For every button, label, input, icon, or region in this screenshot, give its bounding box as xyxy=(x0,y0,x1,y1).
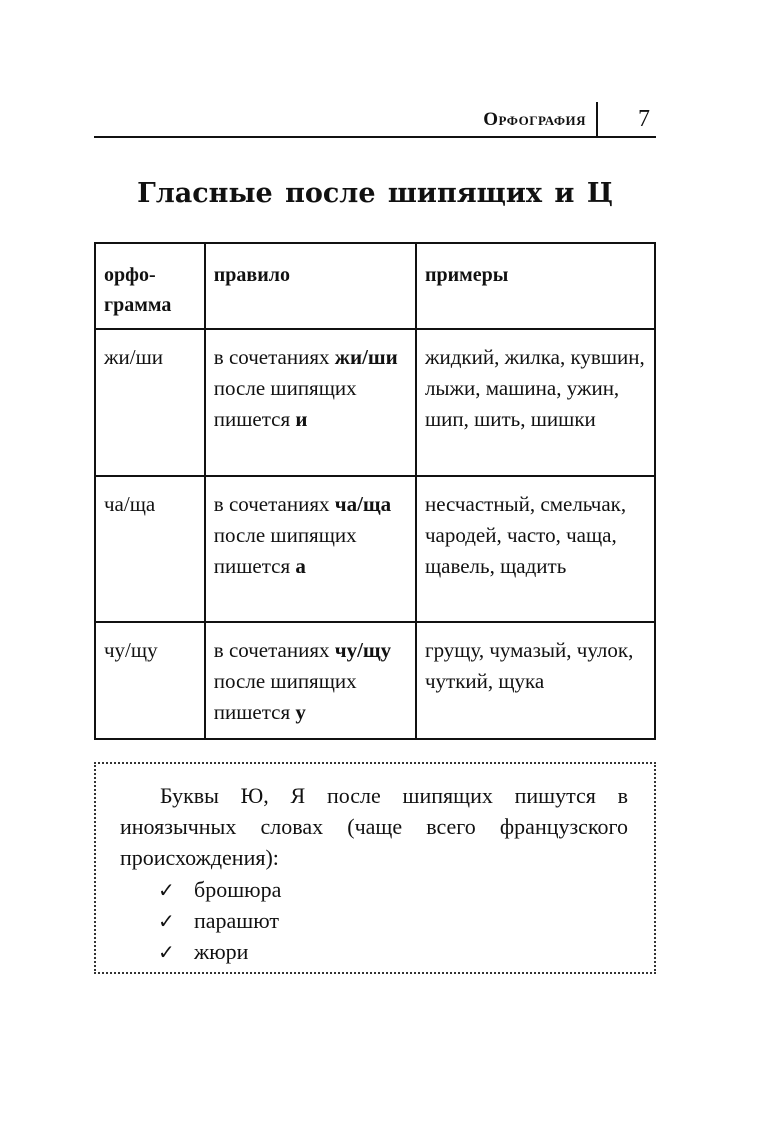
spelling-cell: ча/ща xyxy=(95,476,205,622)
rule-cell xyxy=(205,476,416,622)
rule-combination: ча/ща xyxy=(334,492,392,516)
check-icon: ✓ xyxy=(158,878,175,902)
table-row xyxy=(95,476,655,622)
list-item-text: жюри xyxy=(194,939,249,964)
list-item-text: парашют xyxy=(194,908,280,933)
running-header xyxy=(94,100,656,138)
rule-text: после шипящих пишется xyxy=(213,669,357,724)
examples-cell: грущу, чумазый, чулок, чуткий, щука xyxy=(416,622,655,739)
header-examples: примеры xyxy=(416,243,655,329)
spelling-cell: жи/ши xyxy=(95,329,205,476)
note-list xyxy=(158,874,281,967)
table-header-row xyxy=(95,243,655,329)
check-icon: ✓ xyxy=(158,909,175,933)
header-spelling xyxy=(95,243,205,329)
table-row xyxy=(95,329,655,476)
note-text: Буквы Ю, Я после шипящих пишутся в иноязычных словах (чаще всего французского происхождения): xyxy=(120,783,628,870)
list-item xyxy=(158,936,281,967)
section-title: Орфография xyxy=(483,109,586,130)
rule-letter: у xyxy=(295,700,306,724)
page-number: 7 xyxy=(638,106,650,132)
rule-text: в сочетаниях xyxy=(213,345,335,369)
rule-text: в сочетаниях xyxy=(213,638,335,662)
spelling-cell: чу/щу xyxy=(95,622,205,739)
rule-cell xyxy=(205,329,416,476)
table-row xyxy=(95,622,655,739)
list-item xyxy=(158,905,281,936)
rule-combination: чу/щу xyxy=(334,638,392,662)
examples-cell: несчастный, смельчак, чародей, часто, чаща, щавель, щадить xyxy=(416,476,655,622)
header-separator xyxy=(596,102,598,136)
rule-text: после шипящих пишется xyxy=(213,523,357,578)
rule-text: в сочетаниях xyxy=(213,492,335,516)
rule-combination: жи/ши xyxy=(334,345,398,369)
list-item xyxy=(158,874,281,905)
rules-table xyxy=(94,242,656,740)
rule-letter: а xyxy=(295,554,306,578)
rule-text: после шипящих пишется xyxy=(213,376,357,431)
header-spelling-line1: орфо- грамма xyxy=(104,264,172,316)
check-icon: ✓ xyxy=(158,940,175,964)
rule-letter: и xyxy=(295,407,308,431)
header-rule xyxy=(94,136,656,138)
note-box xyxy=(94,762,656,974)
rule-cell xyxy=(205,622,416,739)
page-title: Гласные после шипящих и Ц xyxy=(137,178,613,209)
examples-cell: жидкий, жилка, кувшин, лыжи, машина, ужин, шип, шить, шишки xyxy=(416,329,655,476)
list-item-text: брошюра xyxy=(194,877,282,902)
header-rule: правило xyxy=(205,243,416,329)
